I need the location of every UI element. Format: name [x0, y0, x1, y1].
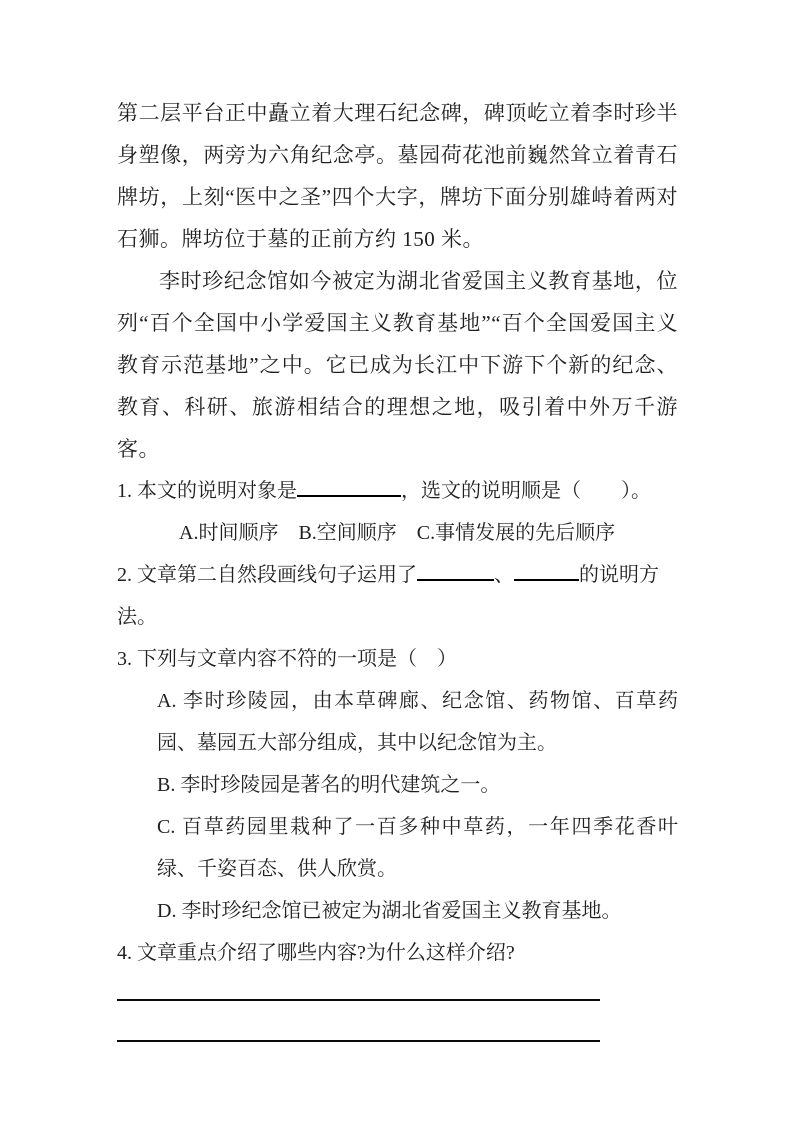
question-1-text: 1. 本文的说明对象是	[117, 480, 297, 502]
question-2-text: 2. 文章第二自然段画线句子运用了	[117, 564, 417, 586]
passage-paragraph-2: 李时珍纪念馆如今被定为湖北省爱国主义教育基地，位列“百个全国中小学爱国主义教育基地”“百个全国爱国主义教育示范基地”之中。它已成为长江中下游下个新的纪念、教育、科研、旅游相结合的理想之地，吸引着中外万千游客。	[117, 269, 678, 461]
question-3-option-b[interactable]: B. 李时珍陵园是著名的明代建筑之一。	[157, 774, 501, 796]
answer-line-1[interactable]	[117, 974, 600, 1001]
question-2-blank-2[interactable]	[514, 561, 579, 581]
questions-section	[117, 470, 678, 974]
question-4-stem: 4. 文章重点介绍了哪些内容?为什么这样介绍?	[117, 942, 515, 964]
option-c-event-order[interactable]: C.事情发展的先后顺序	[416, 522, 616, 544]
question-1	[117, 470, 678, 512]
option-a-time-order[interactable]: A.时间顺序	[179, 522, 279, 544]
worksheet-content	[117, 92, 678, 1042]
question-1-options-row	[179, 512, 678, 554]
question-2	[117, 554, 678, 638]
question-2-suffix: 的说明方法。	[117, 564, 659, 628]
option-b-space-order[interactable]: B.空间顺序	[298, 522, 397, 544]
question-3-option-a[interactable]: A. 李时珍陵园，由本草碑廊、纪念馆、药物馆、百草药园、墓园五大部分组成，其中以纪念馆为主。	[157, 690, 678, 754]
answer-area	[117, 974, 678, 1042]
question-3-option-d[interactable]: D. 李时珍纪念馆已被定为湖北省爱国主义教育基地。	[157, 900, 622, 922]
answer-line-2[interactable]	[117, 1001, 600, 1042]
question-2-separator: 、	[494, 564, 514, 586]
question-1-suffix: ，选文的说明顺是（ ）。	[401, 480, 651, 502]
question-2-blank-1[interactable]	[417, 561, 494, 581]
question-3-stem: 3. 下列与文章内容不符的一项是（ ）	[117, 648, 457, 670]
passage-paragraph-1: 第二层平台正中矗立着大理石纪念碑，碑顶屹立着李时珍半身塑像，两旁为六角纪念亭。墓园荷花池前巍然耸立着青石牌坊，上刻“医中之圣”四个大字，牌坊下面分别雄峙着两对石狮。牌坊位于墓的正前方约 150 米。	[117, 101, 678, 251]
question-1-blank[interactable]	[297, 477, 401, 497]
question-3-option-c[interactable]: C. 百草药园里栽种了一百多种中草药，一年四季花香叶绿、千姿百态、供人欣赏。	[157, 816, 678, 880]
